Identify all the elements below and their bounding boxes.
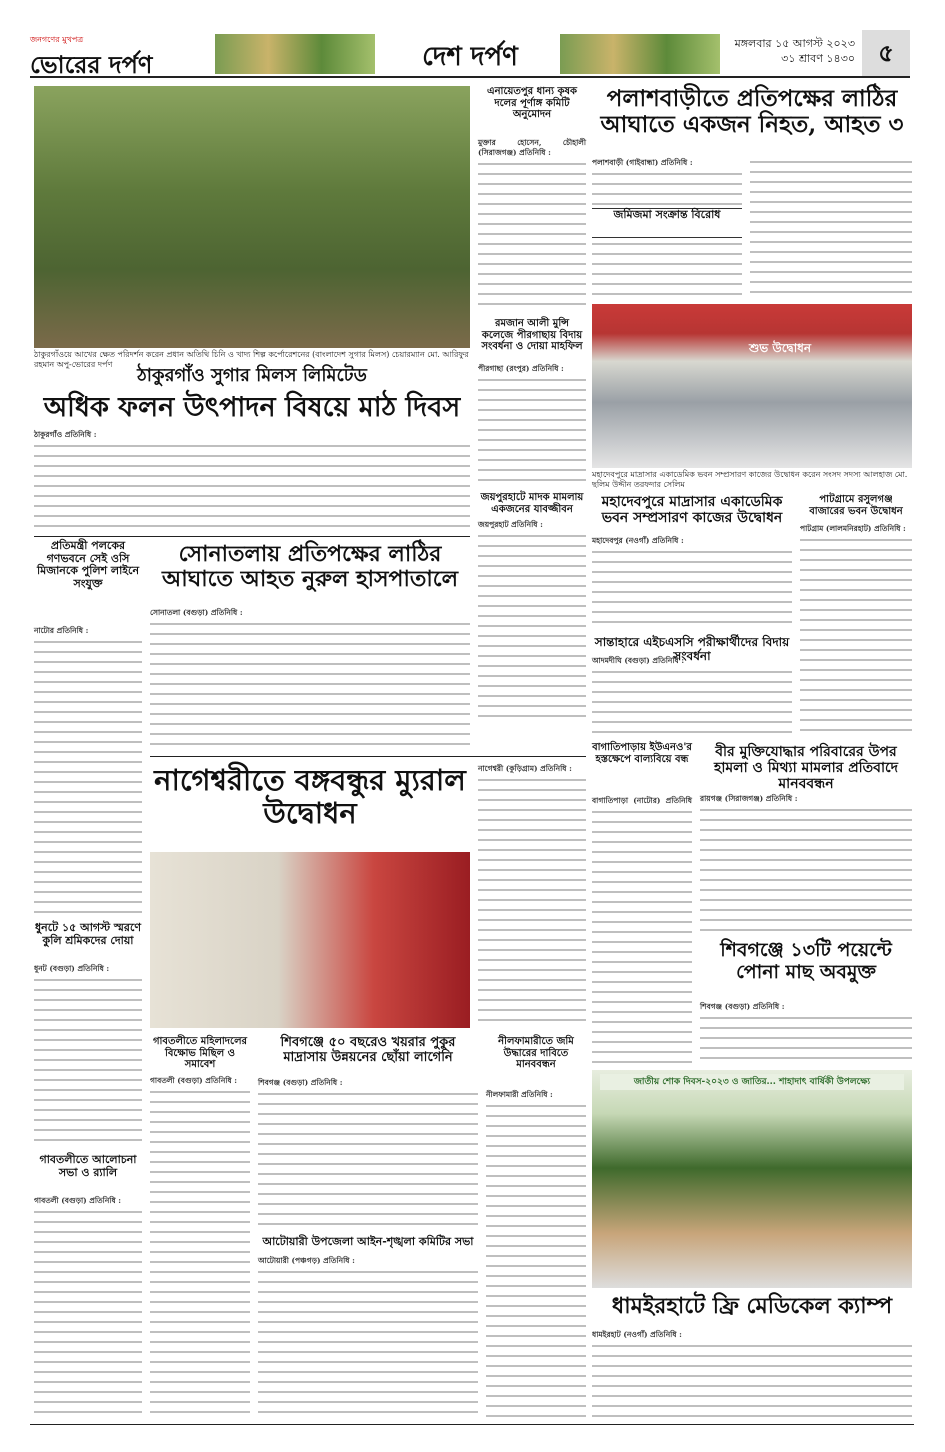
newspaper-logo xyxy=(30,34,210,79)
story-headline: শিবগঞ্জে ১৩টি পয়েন্টে পোনা মাছ অবমুক্ত xyxy=(720,939,892,983)
masthead xyxy=(30,30,910,78)
story-body xyxy=(150,1088,250,1418)
logo-text: ভোরের দর্পণ xyxy=(30,50,153,79)
photo-banner-text: শুভ উদ্বোধন xyxy=(748,341,812,355)
story-body xyxy=(34,442,470,530)
story-body xyxy=(34,638,142,918)
story-body xyxy=(486,1102,586,1418)
story-headline: জয়পুরহাটে মাদক মামলায় একজনের যাবজ্জীবন xyxy=(480,492,584,515)
story-headline: গাবতলীতে আলোচনা সভা ও র‍্যালি xyxy=(39,1153,137,1179)
story-byline: ধুনট (বগুড়া) প্রতিনিধি : xyxy=(34,964,110,973)
story-byline: ঠাকুরগাঁও প্রতিনিধি : xyxy=(34,430,97,439)
story-byline: আটোয়ারী (পঞ্চগড়) প্রতিনিধি : xyxy=(258,1256,355,1265)
photo-caption: মহাদেবপুরে মাদ্রাসার একাডেমিক ভবন সম্প্রসারণ কাজের উদ্বোধন করেন সংসদ সদস্য আলহাজ মো. ছলিম উদ্দীন তরফদার সেলিম xyxy=(592,470,908,489)
story-body xyxy=(592,548,792,630)
masthead-photo-strip-right xyxy=(560,34,720,74)
page-number: ৫ xyxy=(862,30,910,76)
story-headline: পলাশবাড়ীতে প্রতিপক্ষের লাঠির আঘাতে একজন নিহত, আহত ৩ xyxy=(600,85,904,139)
story-headline: ধামইরহাটে ফ্রি মেডিকেল ক্যাম্প xyxy=(611,1293,893,1319)
story-headline: নাগেশ্বরীতে বঙ্গবন্ধুর ম্যুরাল উদ্বোধন xyxy=(154,763,466,831)
story-body xyxy=(592,808,692,1098)
story-headline: এনায়েতপুর ধান্য কৃষক দলের পূর্ণাঙ্গ কমিটি অনুমোদন xyxy=(486,86,578,120)
story-headline: অধিক ফলন উৎপাদন বিষয়ে মাঠ দিবস xyxy=(43,392,461,423)
story-body xyxy=(592,668,792,738)
story-byline: মুক্তার হোসেন, চৌহালী (সিরাজগঞ্জ) প্রতিনিধি : xyxy=(478,138,586,157)
story-headline: প্রতিমন্ত্রী পলকের গণভবনে সেই ওসি মিজানকে পুলিশ লাইনে সংযুক্ত xyxy=(36,539,140,590)
divider xyxy=(150,756,586,757)
medical-camp-photo xyxy=(592,1070,912,1288)
story-byline: পীরগাছা (রংপুর) প্রতিনিধি : xyxy=(478,364,564,373)
story-headline: আটোয়ারী উপজেলা আইন-শৃঙ্খলা কমিটির সভা xyxy=(262,1235,474,1248)
story-byline: পলাশবাড়ী (গাইবান্ধা) প্রতিনিধি : xyxy=(592,158,693,167)
story-headline: বাগাতিপাড়ায় ইউএনও'র হস্তক্ষেপে বাল্যবিয়ে বন্ধ xyxy=(592,742,692,765)
story-body xyxy=(750,158,912,296)
story-body xyxy=(700,806,912,936)
story-headline: বীর মুক্তিযোদ্ধার পরিবারের উপর হামলা ও মিথ্যা মামলার প্রতিবাদে মানববন্ধন xyxy=(713,744,899,793)
issue-date xyxy=(725,36,855,72)
masthead-photo-strip-left xyxy=(215,34,375,74)
story-headline: সান্তাহারে এইচএসসি পরীক্ষার্থীদের বিদায় সংবর্ধনা xyxy=(594,635,790,663)
inauguration-photo xyxy=(592,304,912,468)
story-body xyxy=(478,160,586,310)
story-body xyxy=(592,1342,912,1418)
story-subhead: জমিজমা সংক্রান্ত বিরোধ xyxy=(592,208,742,238)
story-byline: রায়গঞ্জ (সিরাজগঞ্জ) প্রতিনিধি : xyxy=(700,794,798,803)
story-byline: মহাদেবপুর (নওগাঁ) প্রতিনিধি : xyxy=(592,536,684,545)
mural-photo xyxy=(150,852,470,1028)
story-headline: পাটগ্রামে রসুলগঞ্জ বাজারের ভবন উদ্বোধন xyxy=(809,494,903,517)
divider xyxy=(34,536,470,537)
story-headline: নীলফামারীতে জমি উদ্ধারের দাবিতে মানববন্ধন xyxy=(498,1036,574,1070)
page-bottom-rule xyxy=(30,1424,914,1425)
story-body xyxy=(700,1014,912,1064)
section-name: দেশ দর্পণ xyxy=(422,42,518,72)
story-byline: নাগেশ্বরী (কুড়িগ্রাম) প্রতিনিধি : xyxy=(478,764,572,773)
story-headline: রমজান আলী মুন্সি কলেজে পীরগাছায় বিদায় সংবর্ধনা ও দোয়া মাহফিল xyxy=(481,318,583,352)
story-byline: গাবতলী (বগুড়া) প্রতিনিধি : xyxy=(34,1196,122,1205)
photo-banner-text: জাতীয় শোক দিবস-২০২৩ ও জাতির... শাহাদাৎ বার্ষিকী উপলক্ষ্যে xyxy=(600,1074,904,1090)
story-body xyxy=(478,776,586,1026)
story-kicker: ঠাকুরগাঁও সুগার মিলস লিমিটেড xyxy=(137,365,367,386)
story-body xyxy=(478,532,586,722)
logo-tagline: জনগণের মুখপত্র xyxy=(30,35,84,44)
story-headline: মহাদেবপুরে মাদ্রাসার একাডেমিক ভবন সম্প্রসারণ কাজের উদ্বোধন xyxy=(601,494,783,527)
story-byline: গাবতলী (বগুড়া) প্রতিনিধি : xyxy=(150,1076,238,1085)
story-byline: বাগাতিপাড়া (নাটোর) প্রতিনিধি xyxy=(592,796,692,805)
story-byline: পাটগ্রাম (লালমনিরহাট) প্রতিনিধি : xyxy=(800,524,906,533)
story-headline: শিবগঞ্জে ৫০ বছরেও খয়রার পুকুর মাদ্রাসায় উন্নয়নের ছোঁয়া লাগেনি xyxy=(280,1035,456,1065)
story-byline: সোনাতলা (বগুড়া) প্রতিনিধি : xyxy=(150,608,243,617)
sugarcane-field-photo xyxy=(34,86,470,348)
story-body xyxy=(150,620,470,750)
story-byline: ধামইরহাট (নওগাঁ) প্রতিনিধি : xyxy=(592,1330,682,1339)
story-byline: আদমদীঘি (বগুড়া) প্রতিনিধি : xyxy=(592,656,685,665)
story-body xyxy=(258,1268,478,1418)
story-body xyxy=(34,1208,142,1418)
date-line-1: মঙ্গলবার ১৫ আগস্ট ২০২৩ xyxy=(734,37,855,50)
story-body xyxy=(258,1090,478,1230)
story-body xyxy=(478,376,586,486)
story-byline: নীলফামারী প্রতিনিধি : xyxy=(486,1090,553,1099)
story-headline: গাবতলীতে মহিলাদলের বিক্ষোভ মিছিল ও সমাবেশ xyxy=(152,1036,248,1070)
story-headline: ধুনটে ১৫ আগস্ট স্মরণে কুলি শ্রমিকদের দোয়া xyxy=(34,921,142,947)
story-byline: শিবগঞ্জ (বগুড়া) প্রতিনিধি : xyxy=(258,1078,343,1087)
story-headline: সোনাতলায় প্রতিপক্ষের লাঠির আঘাতে আহত নুরুল হাসপাতালে xyxy=(162,541,458,593)
photo-caption: ঠাকুরগাঁওয়ে আখের ক্ষেত পরিদর্শন করেন প্রধান অতিথি চিনি ও খাদ্য শিল্প কর্পোরেশনের (বাংলাদেশ সুগার মিলস) চেয়ারম্যান মো. আরিফুর রহমান অপু-ভোরের দর্পণ xyxy=(34,350,469,369)
story-byline: নাটোর প্রতিনিধি : xyxy=(34,626,89,635)
date-line-2: ৩১ শ্রাবণ ১৪৩০ xyxy=(781,52,855,65)
story-body xyxy=(800,536,912,736)
story-byline: জয়পুরহাট প্রতিনিধি : xyxy=(478,520,543,529)
story-byline: শিবগঞ্জ (বগুড়া) প্রতিনিধি : xyxy=(700,1002,785,1011)
story-body xyxy=(34,976,142,1148)
